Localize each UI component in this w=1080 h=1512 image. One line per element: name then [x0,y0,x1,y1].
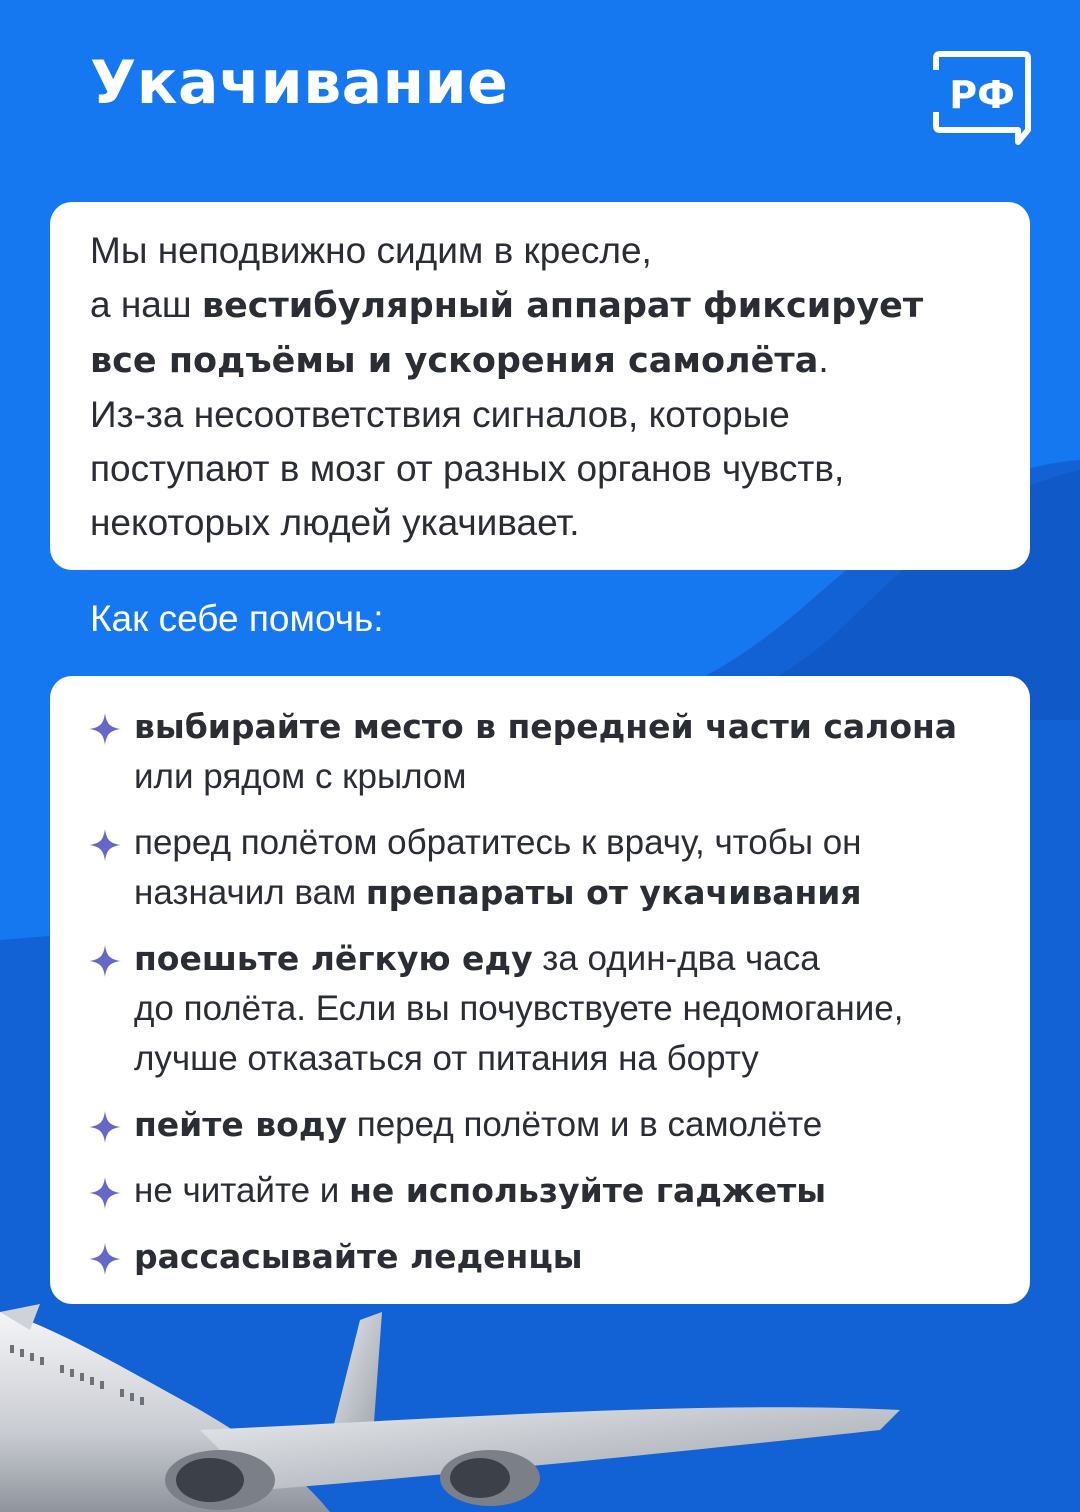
tip-line-3: лучше отказаться от питания на борту [134,1039,759,1078]
intro-line-4: Из-за несоответствия сигналов, которые [90,394,790,435]
tip-bold: пейте воду [134,1105,348,1144]
list-item [88,1100,1010,1150]
sparkle-star-icon [88,1110,122,1144]
intro-line-2-prefix: а наш [90,284,202,325]
intro-line-6: некоторых людей укачивает. [90,502,580,543]
tip-rest: перед полётом и в самолёте [347,1105,823,1144]
intro-line-2-bold: вестибулярный аппарат фиксирует [201,286,924,326]
tip-text [134,1166,826,1216]
intro-card [50,202,1030,570]
tip-bold: выбирайте место в передней части салона [134,707,958,746]
intro-line-3-suffix: . [818,339,829,380]
list-item [88,934,1010,1084]
sparkle-star-icon [88,712,122,746]
intro-paragraph [90,224,1000,550]
intro-line-5: поступают в мозг от разных органов чувств, [90,448,845,489]
tip-bold: препараты от укачивания [365,873,862,912]
tip-bold: поешьте лёгкую еду [134,939,533,978]
list-item [88,818,1010,918]
tip-text [134,934,903,1084]
tip-text [134,1100,822,1150]
tip-line-2-prefix: назначил вам [134,873,366,912]
sparkle-star-icon [88,828,122,862]
rf-logo [930,46,1034,154]
tip-bold: не используйте гаджеты [349,1171,827,1210]
intro-line-3-bold: все подъёмы и ускорения самолёта [90,341,819,381]
tips-list [88,702,1010,1282]
tip-line-2: или рядом с крылом [134,757,467,796]
tip-bold: рассасывайте леденцы [134,1237,583,1276]
tip-line-1-rest: за один-два часа [532,939,820,978]
airplane-icon [0,1300,1080,1512]
page-title: Укачивание [90,48,509,118]
sparkle-star-icon [88,1176,122,1210]
tips-card [50,676,1030,1304]
tip-text [134,702,957,802]
intro-line-1: Мы неподвижно сидим в кресле, [90,230,652,271]
sparkle-star-icon [88,1242,122,1276]
sparkle-star-icon [88,944,122,978]
logo-text: РФ [949,73,1015,117]
tip-line-2: до полёта. Если вы почувствуете недомогание, [134,989,904,1028]
list-item [88,1166,1010,1216]
tip-line-1: перед полётом обратитесь к врачу, чтобы он [134,823,862,862]
tip-prefix: не читайте и [134,1171,350,1210]
tip-text [134,1232,583,1282]
list-item [88,702,1010,802]
section-subtitle: Как себе помочь: [90,598,384,639]
tip-text [134,818,862,918]
list-item [88,1232,1010,1282]
